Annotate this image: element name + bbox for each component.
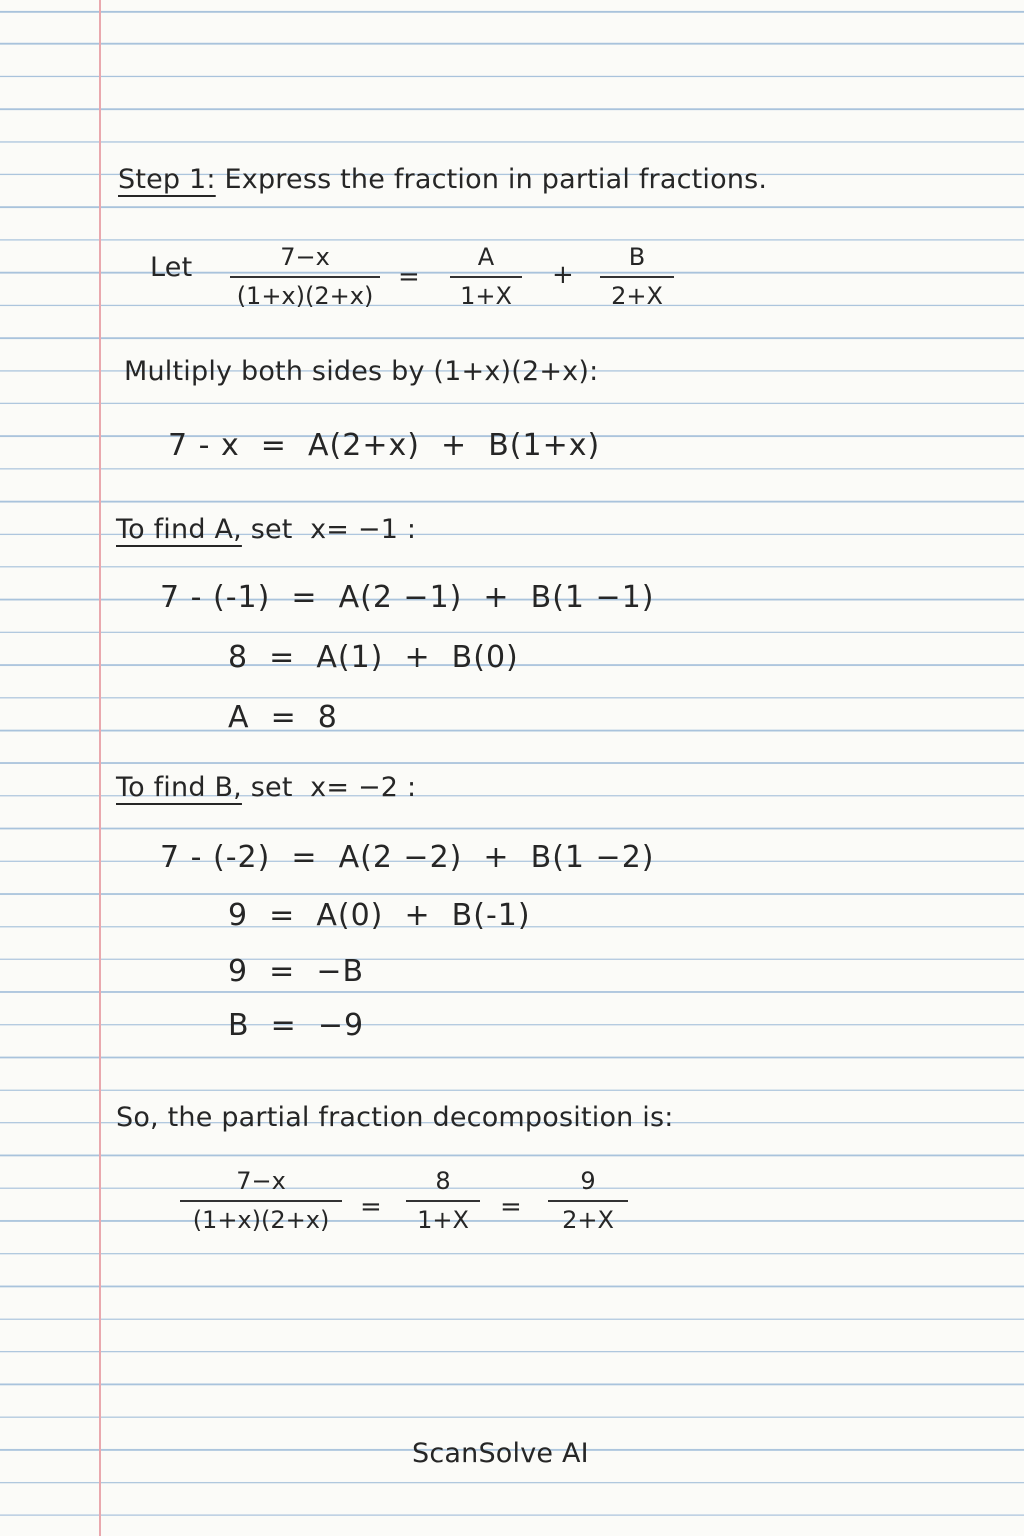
final-lhs-numerator: 7−x: [236, 1167, 286, 1195]
final-term-2-fraction: [548, 1166, 628, 1235]
final-term-1-numerator: 8: [435, 1167, 451, 1195]
b-numerator: B: [628, 243, 646, 271]
find-b-heading: [116, 772, 416, 803]
find-b-line-4: B = −9: [228, 1008, 365, 1043]
a-denominator: 1+X: [460, 281, 512, 310]
b-denominator: 2+X: [611, 281, 663, 310]
fraction-bar: [548, 1200, 628, 1202]
a-fraction: [450, 242, 522, 311]
fraction-bar: [406, 1200, 480, 1202]
margin-line: [99, 0, 101, 1536]
fraction-bar: [180, 1200, 342, 1202]
find-a-line-3: A = 8: [228, 700, 338, 735]
final-lhs-denominator: (1+x)(2+x): [192, 1205, 330, 1234]
step-label: Step 1:: [118, 164, 216, 195]
find-b-line-3: 9 = −B: [228, 954, 365, 989]
fraction-bar: [450, 276, 522, 278]
fraction-bar: [230, 276, 380, 278]
find-b-label: To find B,: [116, 772, 242, 803]
multiply-text: Multiply both sides by (1+x)(2+x):: [124, 356, 599, 387]
multiply-equation: 7 - x = A(2+x) + B(1+x): [168, 428, 601, 463]
lhs-denominator: (1+x)(2+x): [236, 281, 374, 310]
final-term-1-fraction: [406, 1166, 480, 1235]
find-a-condition: set x= −1 :: [250, 514, 417, 545]
final-lhs-fraction: [180, 1166, 342, 1235]
final-term-2-denominator: 2+X: [562, 1205, 614, 1234]
b-fraction: [600, 242, 674, 311]
find-a-heading: [116, 514, 416, 545]
equals-sign: =: [398, 262, 420, 292]
lhs-fraction: [230, 242, 380, 311]
find-b-line-1: 7 - (-2) = A(2 −2) + B(1 −2): [160, 840, 655, 875]
lhs-numerator: 7−x: [280, 243, 330, 271]
final-term-1-denominator: 1+X: [417, 1205, 469, 1234]
find-b-condition: set x= −2 :: [250, 772, 417, 803]
find-a-line-1: 7 - (-1) = A(2 −1) + B(1 −1): [160, 580, 655, 615]
find-b-line-2: 9 = A(0) + B(-1): [228, 898, 531, 933]
step-heading: [118, 164, 767, 195]
final-term-2-numerator: 9: [580, 1167, 596, 1195]
step-instruction: Express the fraction in partial fractions.: [224, 164, 768, 195]
footer-brand: ScanSolve AI: [412, 1438, 589, 1469]
fraction-bar: [600, 276, 674, 278]
find-a-line-2: 8 = A(1) + B(0): [228, 640, 519, 675]
equals-sign: =: [360, 1192, 382, 1222]
a-numerator: A: [477, 243, 495, 271]
equals-sign: =: [500, 1192, 522, 1222]
let-word: Let: [150, 252, 193, 283]
conclusion-text: So, the partial fraction decomposition is:: [116, 1102, 674, 1133]
find-a-label: To find A,: [116, 514, 242, 545]
plus-sign: +: [552, 260, 574, 290]
